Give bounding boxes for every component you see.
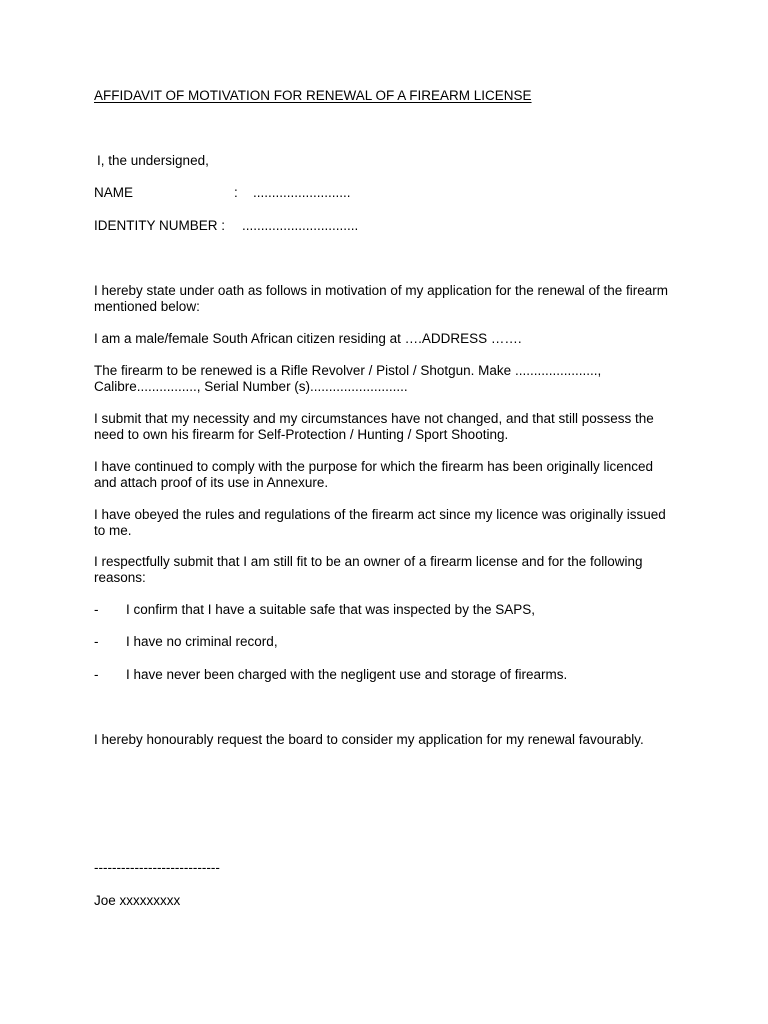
paragraph-firearm: The firearm to be renewed is a Rifle Revolver / Pistol / Shotgun. Make ......................, Calibre................, Serial Number (s).......................... [94, 363, 602, 394]
closing-request: I hereby honourably request the board to consider my application for my renewal favourably. [94, 732, 644, 747]
paragraph-fitness: I respectfully submit that I am still fit to be an owner of a firearm license and for the following reasons: [94, 554, 643, 585]
paragraph-citizen: I am a male/female South African citizen residing at ….ADDRESS ……. [94, 331, 522, 346]
name-value: .......................... [253, 185, 351, 200]
signatory-name: Joe xxxxxxxxx [94, 893, 181, 908]
identity-number-value: ............................... [242, 218, 359, 233]
paragraph-compliance: I have continued to comply with the purpose for which the firearm has been originally licenced and attach proof of its use in Annexure. [94, 459, 654, 490]
bullet-marker: - [94, 667, 99, 682]
bullet-marker: - [94, 602, 99, 617]
identity-number-label: IDENTITY NUMBER : [94, 218, 226, 233]
bullet-text: I confirm that I have a suitable safe that was inspected by the SAPS, [126, 602, 535, 617]
bullet-marker: - [94, 634, 99, 649]
document-title: AFFIDAVIT OF MOTIVATION FOR RENEWAL OF A FIREARM LICENSE [94, 88, 532, 103]
paragraph-rules: I have obeyed the rules and regulations of the firearm act since my licence was originally issued to me. [94, 507, 666, 538]
bullet-text: I have no criminal record, [126, 634, 278, 649]
signature-line: ---------------------------- [94, 860, 220, 875]
paragraph-oath: I hereby state under oath as follows in motivation of my application for the renewal of the firearm mentioned below: [94, 283, 669, 314]
identity-number-row [94, 218, 684, 234]
name-separator: : [234, 185, 238, 200]
bullet-text: I have never been charged with the negligent use and storage of firearms. [126, 667, 568, 682]
intro-text: I, the undersigned, [97, 153, 209, 168]
name-label: NAME [94, 185, 134, 200]
paragraph-necessity: I submit that my necessity and my circumstances have not changed, and that still possess the need to own his firearm for Self-Protection / Hunting / Sport Shooting. [94, 411, 654, 442]
name-row [94, 185, 684, 201]
